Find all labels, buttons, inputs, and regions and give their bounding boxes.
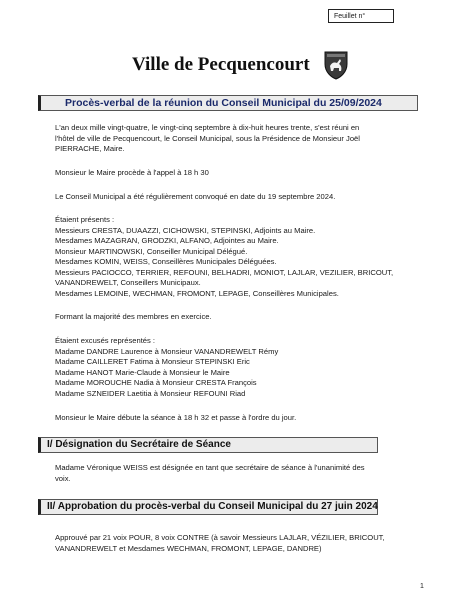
text-line: L'an deux mille vingt-quatre, le vingt-cinq septembre à dix-huit heures trente, s'est réuni en xyxy=(55,123,360,132)
text-line: voix. xyxy=(55,473,71,483)
text-line: PIERRACHE, Maire. xyxy=(55,144,125,153)
debut-paragraph xyxy=(55,413,415,424)
text-line: VANANDREWELT, Conseillers Municipaux. xyxy=(55,278,201,287)
document-header xyxy=(130,50,350,90)
text-line: Monsieur le Maire procède à l'appel à 18 h 30 xyxy=(55,168,209,177)
text-line: l'hôtel de ville de Pecquencourt, le Conseil Municipal, sous la Présidence de Monsieur Joël xyxy=(55,133,360,143)
text-line: Messieurs PACIOCCO, TERRIER, REFOUNI, BELHADRI, MONIOT, LAJLAR, VEZILIER, BRICOUT, xyxy=(55,267,394,277)
text-line: Formant la majorité des membres en exercice. xyxy=(55,312,212,321)
feuillet-label: Feuillet n° xyxy=(334,13,366,20)
text-line: Mesdames KOMIN, WEISS, Conseillères Municipales Déléguées. xyxy=(55,257,277,266)
section-1-text xyxy=(55,463,415,484)
text-line: Madame DANDRE Laurence à Monsieur VANANDREWELT Rémy xyxy=(55,346,279,356)
text-line: Madame MOROUCHE Nadia à Monsieur CRESTA François xyxy=(55,378,257,387)
text-line: Étaient excusés représentés : xyxy=(55,336,156,345)
city-title: Ville de Pecquencourt xyxy=(132,54,310,75)
text-line: Madame Véronique WEISS est désignée en tant que secrétaire de séance à l'unanimité des xyxy=(55,463,365,472)
intro-paragraph xyxy=(55,123,415,155)
text-line: Monsieur MARTINOWSKI, Conseiller Municipal Délégué. xyxy=(55,246,248,256)
text-line: Mesdames LEMOINE, WECHMAN, FROMONT, LEPAGE, Conseillères Municipales. xyxy=(55,288,339,298)
section-1-banner: I/ Désignation du Secrétaire de Séance xyxy=(38,437,378,453)
text-line: Madame SZNEIDER Laetitia à Monsieur REFOUNI Riad xyxy=(55,388,246,398)
section-2-banner: II/ Approbation du procès-verbal du Conseil Municipal du 27 juin 2024 xyxy=(38,499,378,515)
majorite-paragraph xyxy=(55,312,415,323)
text-line: Étaient présents : xyxy=(55,215,115,224)
excuses-list xyxy=(55,336,415,399)
coat-of-arms-icon xyxy=(323,50,349,80)
text-line: Madame HANOT Marie-Claude à Monsieur le Maire xyxy=(55,367,230,377)
text-line: Madame CAILLERET Fatima à Monsieur STEPINSKI Eric xyxy=(55,357,250,366)
appel-paragraph xyxy=(55,168,415,179)
convocation-paragraph xyxy=(55,192,415,203)
text-line: Monsieur le Maire débute la séance à 18 h 32 et passe à l'ordre du jour. xyxy=(55,413,297,422)
presents-list xyxy=(55,215,415,299)
section-2-text xyxy=(55,533,415,554)
text-line: Le Conseil Municipal a été régulièrement convoqué en date du 19 septembre 2024. xyxy=(55,192,336,201)
text-line: Messieurs CRESTA, DUAAZZI, CICHOWSKI, STEPINSKI, Adjoints au Maire. xyxy=(55,225,316,235)
text-line: Mesdames MAZAGRAN, GRODZKI, ALFANO, Adjointes au Maire. xyxy=(55,236,279,245)
text-line: VANANDREWELT et Mesdames WECHMAN, FROMONT, LEPAGE, DANDRE) xyxy=(55,543,322,553)
feuillet-box xyxy=(328,9,394,23)
text-line: Approuvé par 21 voix POUR, 8 voix CONTRE (à savoir Messieurs LAJLAR, VÉZILIER, BRICOUT, xyxy=(55,533,385,542)
page-number: 1 xyxy=(420,583,424,590)
title-banner: Procès-verbal de la réunion du Conseil Municipal du 25/09/2024 xyxy=(38,95,418,111)
